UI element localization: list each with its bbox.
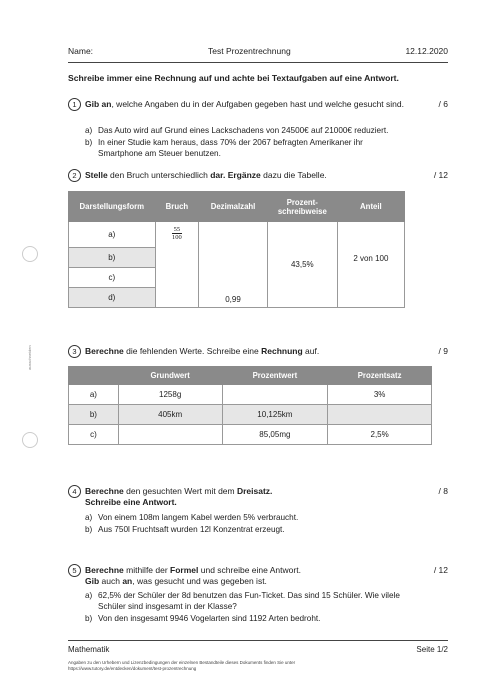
table-row: a) $\frac{55}{100}$ 0,99 43,5% 2 von 100 — [69, 222, 405, 248]
q2-header: Bruch — [155, 192, 199, 222]
margin-text: ausschneiden — [27, 345, 32, 370]
table-row: a) 1258g 3% — [69, 385, 432, 405]
q3-header: Prozentsatz — [328, 367, 432, 385]
q2-header: Darstellungsform — [69, 192, 156, 222]
page-title: Test Prozentrechnung — [208, 46, 291, 56]
q3-points: / 9 — [438, 346, 448, 356]
q2-heading: 2 Stelle den Bruch unterschiedlich dar. Ergänze dazu die Tabelle. / 12 — [68, 170, 448, 181]
q1-number: 1 — [68, 98, 81, 111]
page-number: Seite 1/2 — [416, 645, 448, 654]
q1-item-b: b) In einer Studie kam heraus, dass 70% der 2067 befragten Amerikaner ihr Smartphone am Steuer benutzen. — [85, 138, 363, 158]
header-rule — [68, 62, 448, 63]
q2-dezimal-cell: 0,99 — [199, 222, 268, 308]
footer-rule — [68, 640, 448, 641]
q4-number: 4 — [68, 485, 81, 498]
q4-item-b: b) Aus 750l Fruchtsaft wurden 12l Konzentrat erzeugt. — [85, 525, 285, 534]
q1-points: / 6 — [438, 99, 448, 109]
punch-hole-bottom — [22, 432, 38, 448]
q2-header: Anteil — [337, 192, 404, 222]
q5-number: 5 — [68, 564, 81, 577]
q2-prozent-cell: 43,5% — [267, 222, 337, 308]
date: 12.12.2020 — [405, 46, 448, 56]
q2-table — [68, 191, 405, 308]
punch-hole-top — [22, 246, 38, 262]
q3-header — [69, 367, 119, 385]
instruction: Schreibe immer eine Rechnung auf und achte bei Textaufgaben auf eine Antwort. — [68, 73, 399, 83]
q5-item-a: a) 62,5% der Schüler der 8d benutzen das Fun-Ticket. Das sind 15 Schüler. Wie vilele Schüler sind insgesamt in der Klasse? — [85, 591, 400, 611]
q5-item-b: b) Von den insgesamt 9946 Vogelarten sind 1192 Arten bedroht. — [85, 614, 321, 623]
q2-header: Prozent-schreibweise — [267, 192, 337, 222]
table-row: c) — [69, 268, 405, 288]
q3-header: Prozentwert — [222, 367, 328, 385]
license-note: Angaben zu den Urhebern und Lizenzbedingungen der einzelnen Bestandteile dieses Dokuments finden Sie unter https://www.tutory.de/entdecken/dokument/test-prozentrechnung — [68, 660, 296, 671]
q2-header: Dezimalzahl — [199, 192, 268, 222]
page-footer — [68, 645, 448, 654]
q3-number: 3 — [68, 345, 81, 358]
q5-points: / 12 — [433, 565, 448, 575]
q2-points: / 12 — [433, 170, 448, 180]
q1-heading — [68, 99, 448, 110]
q3-heading: 3 Berechne die fehlenden Werte. Schreibe eine Rechnung auf. / 9 — [68, 346, 448, 357]
q4-heading: 4 Berechne den gesuchten Wert mit dem Dreisatz. Schreibe eine Antwort. / 8 — [68, 486, 448, 508]
fraction: $\frac{55}{100}$ — [172, 226, 182, 241]
q1-bold: Gib an — [85, 99, 112, 109]
name-label: Name: — [68, 46, 94, 56]
q2-bruch-cell — [155, 222, 199, 308]
q4-item-a: a) Von einem 108m langem Kabel werden 5% verbraucht. — [85, 513, 299, 522]
q3-header: Grundwert — [118, 367, 222, 385]
q5-heading: 5 Berechne mithilfe der Formel und schreibe eine Antwort. Gib auch an, was gesucht und was gegeben ist. / 12 — [68, 565, 448, 587]
table-row: c) 85,05mg 2,5% — [69, 425, 432, 445]
q1-item-a: a) Das Auto wird auf Grund eines Lackschadens von 24500€ auf 21000€ reduziert. — [85, 126, 389, 135]
table-row: b) 405km 10,125km — [69, 405, 432, 425]
q2-number: 2 — [68, 169, 81, 182]
q4-points: / 8 — [438, 486, 448, 496]
q2-anteil-cell: 2 von 100 — [337, 222, 404, 308]
table-row: b) — [69, 248, 405, 268]
subject: Mathematik — [68, 645, 110, 654]
q1-text: , welche Angaben du in der Aufgaben gegeben hast und welche gesucht sind. — [111, 99, 404, 109]
table-row: d) — [69, 288, 405, 308]
q3-table — [68, 366, 432, 445]
